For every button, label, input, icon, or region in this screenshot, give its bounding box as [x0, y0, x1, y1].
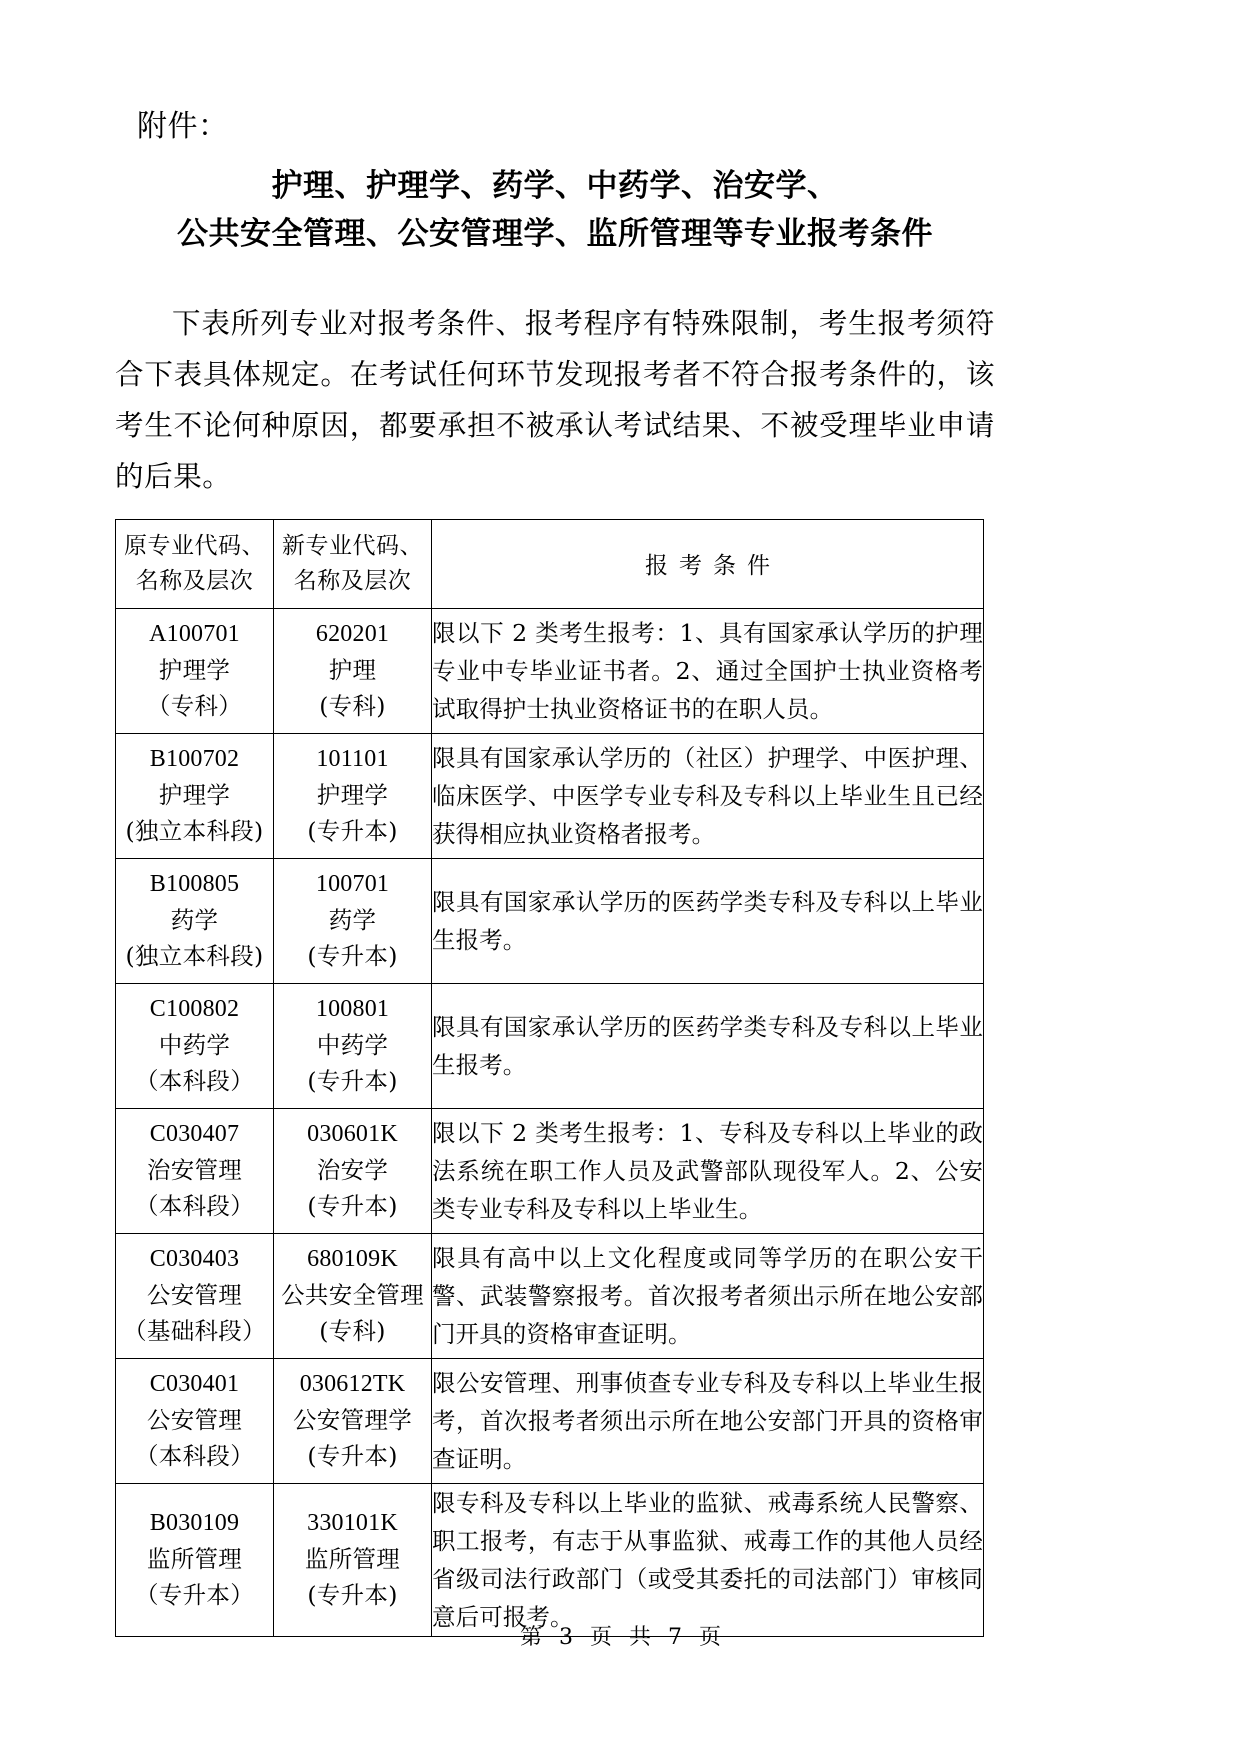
table-row: [116, 1233, 984, 1358]
cell-new-major: [274, 1483, 432, 1636]
old-level: (独立本科段): [125, 941, 264, 970]
cell-condition: 限公安管理、刑事侦查专业专科及专科以上毕业生报考，首次报考者须出示所在地公安部门开具的资格审查证明。: [432, 1358, 984, 1483]
document-content: [115, 108, 995, 1637]
old-name: 护理学: [158, 780, 231, 809]
new-level: (专升本): [307, 1066, 398, 1095]
old-level: (独立本科段): [125, 816, 264, 845]
old-code: C030401: [149, 1370, 240, 1397]
table-row: [116, 608, 984, 733]
cell-old-major: [116, 1108, 274, 1233]
new-name: 护理学: [316, 780, 389, 809]
cell-old-major: [116, 1358, 274, 1483]
new-name: 公共安全管理: [281, 1280, 424, 1309]
old-code: A100701: [149, 620, 240, 647]
new-level: (专科): [319, 1316, 386, 1345]
new-name: 治安学: [316, 1155, 389, 1184]
new-level: (专升本): [307, 1580, 398, 1609]
old-code: C030403: [149, 1245, 240, 1272]
cell-old-major: [116, 1233, 274, 1358]
header-old-major-line1: 原专业代码、: [124, 532, 265, 559]
cell-new-major: [274, 858, 432, 983]
cell-new-major: [274, 733, 432, 858]
header-condition: [432, 519, 984, 608]
cell-old-major: [116, 608, 274, 733]
old-name: 公安管理: [146, 1280, 243, 1309]
old-name: 公安管理: [146, 1405, 243, 1434]
old-code: B100805: [149, 870, 240, 897]
cell-new-major: [274, 1233, 432, 1358]
intro-paragraph: 下表所列专业对报考条件、报考程序有特殊限制，考生报考须符合下表具体规定。在考试任何环节发现报考者不符合报考条件的，该考生不论何种原因，都要承担不被承认考试结果、不被受理毕业申请的后果。: [115, 306, 995, 493]
page-footer: 第 3 页 共 7 页: [520, 1625, 726, 1650]
cell-old-major: [116, 858, 274, 983]
document-title: [115, 162, 995, 258]
old-name: 中药学: [158, 1030, 231, 1059]
old-code: C100802: [149, 995, 240, 1022]
cell-old-major: [116, 733, 274, 858]
cell-condition: 限具有国家承认学历的医药学类专科及专科以上毕业生报考。: [432, 983, 984, 1108]
new-level: (专升本): [307, 816, 398, 845]
old-name: 护理学: [158, 655, 231, 684]
cell-condition: 限具有国家承认学历的（社区）护理学、中医护理、临床医学、中医学专业专科及专科以上毕业生且已经获得相应执业资格者报考。: [432, 733, 984, 858]
cell-old-major: [116, 1483, 274, 1636]
table-header-row: [116, 519, 984, 608]
table-row: [116, 1358, 984, 1483]
header-old-major: [116, 519, 274, 608]
new-code: 680109K: [307, 1245, 398, 1272]
new-level: (专升本): [307, 941, 398, 970]
attachment-label: 附件：: [137, 109, 229, 144]
old-name: 监所管理: [146, 1544, 243, 1573]
new-name: 药学: [328, 905, 377, 934]
table-row: [116, 983, 984, 1108]
old-code: B100702: [149, 745, 240, 772]
new-code: 330101K: [307, 1509, 398, 1536]
cell-new-major: [274, 1108, 432, 1233]
old-level: （本科段）: [135, 1066, 254, 1095]
cell-new-major: [274, 608, 432, 733]
cell-new-major: [274, 1358, 432, 1483]
new-code: 030612TK: [299, 1370, 406, 1397]
header-old-major-line2: 名称及层次: [135, 567, 254, 594]
old-level: （专科）: [146, 691, 243, 720]
cell-new-major: [274, 983, 432, 1108]
old-level: （本科段）: [135, 1441, 254, 1470]
new-level: (专科): [319, 691, 386, 720]
cell-condition: 限具有国家承认学历的医药学类专科及专科以上毕业生报考。: [432, 858, 984, 983]
new-code: 100701: [315, 870, 390, 897]
table-row: [116, 733, 984, 858]
table-row: [116, 858, 984, 983]
cell-condition: 限以下 2 类考生报考：1、具有国家承认学历的护理专业中专毕业证书者。2、通过全国护士执业资格考试取得护士执业资格证书的在职人员。: [432, 608, 984, 733]
old-code: B030109: [149, 1509, 240, 1536]
new-level: (专升本): [307, 1191, 398, 1220]
new-code: 100801: [315, 995, 390, 1022]
cell-condition: 限具有高中以上文化程度或同等学历的在职公安干警、武装警察报考。首次报考者须出示所在地公安部门开具的资格审查证明。: [432, 1233, 984, 1358]
old-code: C030407: [149, 1120, 240, 1147]
cell-condition: 限专科及专科以上毕业的监狱、戒毒系统人民警察、职工报考，有志于从事监狱、戒毒工作的其他人员经省级司法行政部门（或受其委托的司法部门）审核同意后可报考。: [432, 1483, 984, 1636]
header-new-major-line1: 新专业代码、: [282, 532, 423, 559]
new-name: 公安管理学: [293, 1405, 412, 1434]
old-level: （基础科段）: [123, 1316, 266, 1345]
title-line-1: 护理、护理学、药学、中药学、治安学、: [271, 167, 839, 204]
new-name: 监所管理: [304, 1544, 401, 1573]
table-row: [116, 1483, 984, 1636]
conditions-table: [115, 519, 984, 1637]
new-level: (专升本): [307, 1441, 398, 1470]
cell-condition: 限以下 2 类考生报考：1、专科及专科以上毕业的政法系统在职工作人员及武警部队现役军人。2、公安类专业专科及专科以上毕业生。: [432, 1108, 984, 1233]
new-name: 中药学: [316, 1030, 389, 1059]
new-code: 101101: [316, 745, 389, 772]
title-line-2: 公共安全管理、公安管理学、监所管理等专业报考条件: [177, 215, 933, 252]
table-row: [116, 1108, 984, 1233]
new-name: 护理: [328, 655, 377, 684]
header-condition-label: 报考条件: [645, 553, 781, 580]
old-name: 药学: [170, 905, 219, 934]
header-new-major: [274, 519, 432, 608]
new-code: 620201: [315, 620, 390, 647]
header-new-major-line2: 名称及层次: [293, 567, 412, 594]
old-level: （专升本）: [135, 1580, 254, 1609]
old-level: （本科段）: [135, 1191, 254, 1220]
cell-old-major: [116, 983, 274, 1108]
old-name: 治安管理: [146, 1155, 243, 1184]
new-code: 030601K: [307, 1120, 398, 1147]
